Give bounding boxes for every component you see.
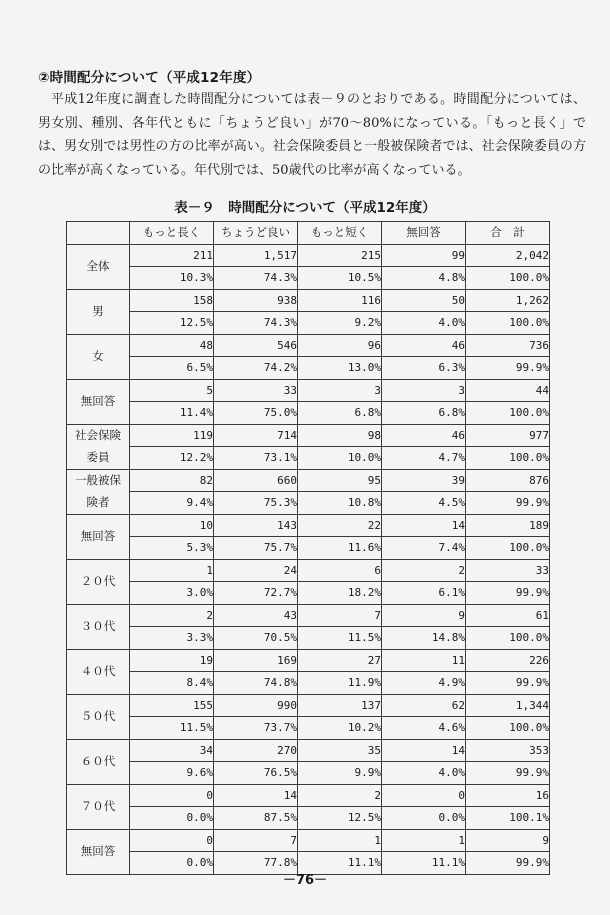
percent-cell: 74.3% [214, 267, 298, 290]
count-cell: 2,042 [466, 244, 550, 267]
percent-cell: 6.3% [382, 357, 466, 380]
percent-cell: 4.6% [382, 717, 466, 740]
percent-cell: 11.5% [130, 717, 214, 740]
count-cell: 46 [382, 424, 466, 447]
count-cell: 99 [382, 244, 466, 267]
count-cell: 6 [298, 559, 382, 582]
percent-cell: 10.3% [130, 267, 214, 290]
count-cell: 35 [298, 739, 382, 762]
count-cell: 16 [466, 784, 550, 807]
percent-cell: 6.1% [382, 582, 466, 605]
count-cell: 95 [298, 469, 382, 492]
count-cell: 270 [214, 739, 298, 762]
count-cell: 7 [214, 829, 298, 852]
table-row [67, 739, 550, 762]
percent-cell: 3.0% [130, 582, 214, 605]
table-row [67, 289, 550, 312]
count-cell: 226 [466, 649, 550, 672]
row-label [67, 424, 130, 469]
header-no-answer: 無回答 [382, 222, 466, 245]
percent-cell: 7.4% [382, 537, 466, 560]
table-row [67, 649, 550, 672]
count-cell: 353 [466, 739, 550, 762]
count-cell: 116 [298, 289, 382, 312]
count-cell: 189 [466, 514, 550, 537]
count-cell: 0 [382, 784, 466, 807]
table-row [67, 244, 550, 267]
table-row-percent [67, 402, 550, 425]
row-label: ６０代 [67, 739, 130, 784]
count-cell: 46 [382, 334, 466, 357]
count-cell: 143 [214, 514, 298, 537]
count-cell: 3 [298, 379, 382, 402]
row-label-line2: 険者 [86, 494, 110, 509]
table-row-percent [67, 357, 550, 380]
row-label-line1: 社会保険 [75, 428, 121, 442]
row-label: ５０代 [67, 694, 130, 739]
table-row [67, 334, 550, 357]
table-corner-cell [67, 222, 130, 245]
table-row [67, 559, 550, 582]
table-row-percent [67, 537, 550, 560]
percent-cell: 0.0% [130, 852, 214, 875]
count-cell: 119 [130, 424, 214, 447]
percent-cell: 4.8% [382, 267, 466, 290]
count-cell: 44 [466, 379, 550, 402]
percent-cell: 4.9% [382, 672, 466, 695]
count-cell: 10 [130, 514, 214, 537]
count-cell: 0 [130, 829, 214, 852]
percent-cell: 11.5% [298, 627, 382, 650]
percent-cell: 75.3% [214, 492, 298, 515]
percent-cell: 4.0% [382, 312, 466, 335]
header-just-right: ちょうど良い [214, 222, 298, 245]
percent-cell: 9.9% [298, 762, 382, 785]
percent-cell: 11.4% [130, 402, 214, 425]
count-cell: 39 [382, 469, 466, 492]
percent-cell: 9.6% [130, 762, 214, 785]
table-title: 表－９ 時間配分について（平成12年度） [174, 200, 436, 216]
percent-cell: 99.9% [466, 582, 550, 605]
count-cell: 546 [214, 334, 298, 357]
row-label-line1: 一般被保 [75, 473, 121, 487]
percent-cell: 5.3% [130, 537, 214, 560]
count-cell: 43 [214, 604, 298, 627]
count-cell: 98 [298, 424, 382, 447]
percent-cell: 75.0% [214, 402, 298, 425]
percent-cell: 10.0% [298, 447, 382, 470]
table-row-percent [67, 447, 550, 470]
percent-cell: 100.0% [466, 402, 550, 425]
count-cell: 1,344 [466, 694, 550, 717]
percent-cell: 10.5% [298, 267, 382, 290]
count-cell: 96 [298, 334, 382, 357]
percent-cell: 12.5% [130, 312, 214, 335]
count-cell: 990 [214, 694, 298, 717]
body-paragraph: 平成12年度に調査した時間配分については表－９のとおりである。時間配分については、男女別、種別、各年代ともに「ちょうど良い」が70～80%になっている。「もっと長く」では、男女別では男性の方の比率が高い。社会保険委員と一般被保険者では、社会保険委員の方の比率が高くなっている。年代別では、50歳代の比率が高くなっている。 [38, 92, 586, 178]
count-cell: 19 [130, 649, 214, 672]
time-allocation-table [66, 221, 550, 875]
count-cell: 14 [382, 514, 466, 537]
row-label-line2: 委員 [86, 449, 110, 464]
section-heading: ②時間配分について（平成12年度） [38, 70, 261, 86]
count-cell: 977 [466, 424, 550, 447]
count-cell: 215 [298, 244, 382, 267]
percent-cell: 99.9% [466, 357, 550, 380]
row-label: 全体 [67, 244, 130, 289]
percent-cell: 9.4% [130, 492, 214, 515]
percent-cell: 0.0% [382, 807, 466, 830]
percent-cell: 0.0% [130, 807, 214, 830]
percent-cell: 100.0% [466, 267, 550, 290]
percent-cell: 99.9% [466, 492, 550, 515]
count-cell: 137 [298, 694, 382, 717]
count-cell: 2 [382, 559, 466, 582]
percent-cell: 99.9% [466, 762, 550, 785]
count-cell: 14 [382, 739, 466, 762]
percent-cell: 10.2% [298, 717, 382, 740]
count-cell: 1,517 [214, 244, 298, 267]
page-number: －76－ [282, 873, 328, 888]
table-row-percent [67, 672, 550, 695]
table-header-row [67, 222, 550, 245]
count-cell: 169 [214, 649, 298, 672]
percent-cell: 11.6% [298, 537, 382, 560]
table-row [67, 694, 550, 717]
table-row [67, 379, 550, 402]
percent-cell: 6.8% [298, 402, 382, 425]
table-body [67, 244, 550, 874]
count-cell: 11 [382, 649, 466, 672]
percent-cell: 4.5% [382, 492, 466, 515]
percent-cell: 4.7% [382, 447, 466, 470]
count-cell: 24 [214, 559, 298, 582]
percent-cell: 100.1% [466, 807, 550, 830]
count-cell: 33 [466, 559, 550, 582]
percent-cell: 13.0% [298, 357, 382, 380]
table-row-percent [67, 267, 550, 290]
percent-cell: 8.4% [130, 672, 214, 695]
row-label: ７０代 [67, 784, 130, 829]
percent-cell: 6.5% [130, 357, 214, 380]
percent-cell: 18.2% [298, 582, 382, 605]
percent-cell: 14.8% [382, 627, 466, 650]
table-row [67, 829, 550, 852]
percent-cell: 74.8% [214, 672, 298, 695]
count-cell: 2 [298, 784, 382, 807]
table-row-percent [67, 312, 550, 335]
percent-cell: 4.0% [382, 762, 466, 785]
count-cell: 22 [298, 514, 382, 537]
percent-cell: 12.2% [130, 447, 214, 470]
row-label [67, 469, 130, 514]
count-cell: 3 [382, 379, 466, 402]
header-more-shorter: もっと短く [298, 222, 382, 245]
row-label: ４０代 [67, 649, 130, 694]
count-cell: 714 [214, 424, 298, 447]
percent-cell: 70.5% [214, 627, 298, 650]
percent-cell: 9.2% [298, 312, 382, 335]
percent-cell: 100.0% [466, 717, 550, 740]
percent-cell: 74.3% [214, 312, 298, 335]
row-label: 無回答 [67, 829, 130, 874]
percent-cell: 12.5% [298, 807, 382, 830]
count-cell: 50 [382, 289, 466, 312]
count-cell: 82 [130, 469, 214, 492]
percent-cell: 11.1% [298, 852, 382, 875]
row-label: ３０代 [67, 604, 130, 649]
count-cell: 211 [130, 244, 214, 267]
table-row-percent [67, 762, 550, 785]
row-label: ２０代 [67, 559, 130, 604]
count-cell: 62 [382, 694, 466, 717]
count-cell: 9 [382, 604, 466, 627]
header-total: 合 計 [466, 222, 550, 245]
count-cell: 938 [214, 289, 298, 312]
count-cell: 1 [382, 829, 466, 852]
count-cell: 0 [130, 784, 214, 807]
count-cell: 27 [298, 649, 382, 672]
count-cell: 9 [466, 829, 550, 852]
percent-cell: 73.1% [214, 447, 298, 470]
percent-cell: 99.9% [466, 672, 550, 695]
table-row-percent [67, 807, 550, 830]
count-cell: 1 [130, 559, 214, 582]
count-cell: 48 [130, 334, 214, 357]
table-row-percent [67, 582, 550, 605]
percent-cell: 72.7% [214, 582, 298, 605]
percent-cell: 100.0% [466, 312, 550, 335]
row-label: 男 [67, 289, 130, 334]
percent-cell: 87.5% [214, 807, 298, 830]
percent-cell: 100.0% [466, 447, 550, 470]
table-row [67, 424, 550, 447]
row-label: 無回答 [67, 514, 130, 559]
row-label: 女 [67, 334, 130, 379]
percent-cell: 6.8% [382, 402, 466, 425]
percent-cell: 99.9% [466, 852, 550, 875]
count-cell: 7 [298, 604, 382, 627]
percent-cell: 74.2% [214, 357, 298, 380]
count-cell: 14 [214, 784, 298, 807]
percent-cell: 3.3% [130, 627, 214, 650]
count-cell: 1 [298, 829, 382, 852]
percent-cell: 100.0% [466, 537, 550, 560]
count-cell: 876 [466, 469, 550, 492]
percent-cell: 11.1% [382, 852, 466, 875]
header-more-longer: もっと長く [130, 222, 214, 245]
count-cell: 1,262 [466, 289, 550, 312]
count-cell: 5 [130, 379, 214, 402]
count-cell: 2 [130, 604, 214, 627]
count-cell: 660 [214, 469, 298, 492]
table-row-percent [67, 492, 550, 515]
percent-cell: 77.8% [214, 852, 298, 875]
count-cell: 155 [130, 694, 214, 717]
count-cell: 33 [214, 379, 298, 402]
table-row-percent [67, 627, 550, 650]
count-cell: 61 [466, 604, 550, 627]
percent-cell: 10.8% [298, 492, 382, 515]
row-label: 無回答 [67, 379, 130, 424]
percent-cell: 73.7% [214, 717, 298, 740]
count-cell: 736 [466, 334, 550, 357]
count-cell: 158 [130, 289, 214, 312]
table-row [67, 604, 550, 627]
percent-cell: 75.7% [214, 537, 298, 560]
table-row-percent [67, 717, 550, 740]
table-row [67, 469, 550, 492]
percent-cell: 11.9% [298, 672, 382, 695]
table-row [67, 784, 550, 807]
count-cell: 34 [130, 739, 214, 762]
table-row [67, 514, 550, 537]
percent-cell: 100.0% [466, 627, 550, 650]
percent-cell: 76.5% [214, 762, 298, 785]
